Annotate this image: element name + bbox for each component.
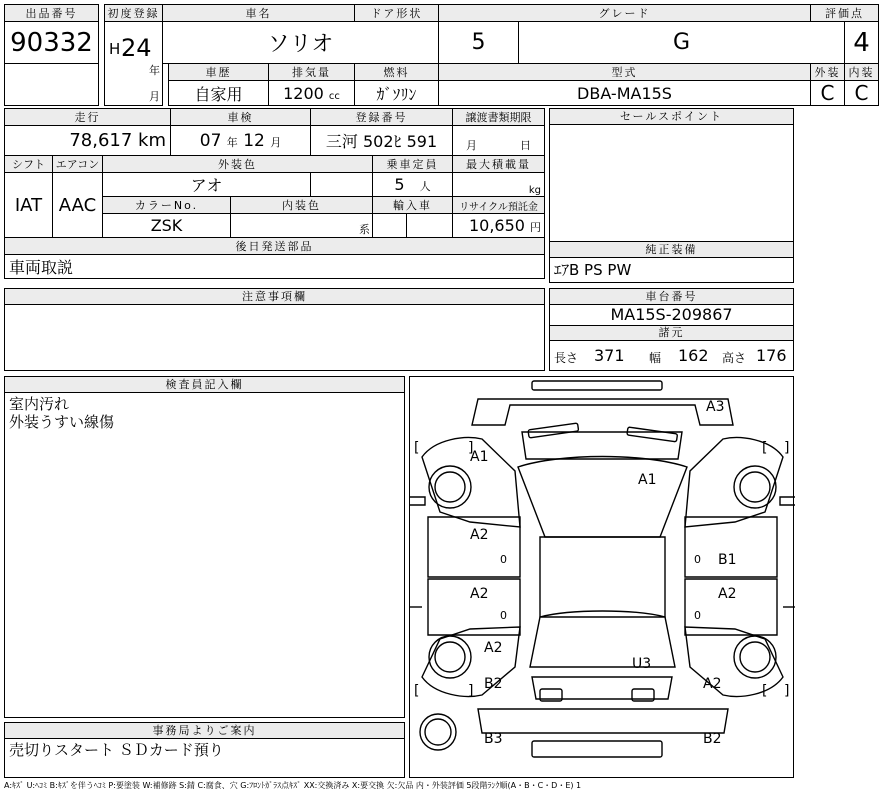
- inspector-label: 検査員記入欄: [5, 377, 404, 393]
- int-score: C: [845, 81, 879, 106]
- recycle-label: リサイクル預託金: [453, 197, 545, 214]
- caution-label: 注意事項欄: [5, 289, 544, 305]
- zero-mark-3: 0: [694, 553, 701, 566]
- bracket-right-1: ]: [468, 440, 474, 456]
- legend-footer: A:ｷｽﾞ U:ﾍｺﾐ B:ｷｽﾞを伴うﾍｺﾐ P:要塗装 W:補修跡 S:錆 C:腐食、穴 G:ﾌﾛﾝﾄｶﾞﾗｽ点ｷｽﾞ XX:交換済み X:要交換 欠:欠品 内・外装評価 5段階ﾗﾝｸ順(A・B・C・D・E) 1: [4, 781, 582, 790]
- mark-rear-left: B3: [484, 731, 503, 747]
- lot-number: 90332: [5, 22, 99, 64]
- mark-left-rear-quarter: B2: [484, 676, 503, 692]
- ext-label: 外装: [811, 64, 845, 81]
- mileage-unit: km: [138, 130, 166, 151]
- color-no: ZSK: [103, 214, 231, 238]
- height-label: 高さ: [722, 351, 747, 365]
- later-parts-label: 後日発送部品: [5, 238, 545, 255]
- capacity: 5: [394, 175, 405, 194]
- insp-year: 07: [199, 130, 222, 151]
- ext-score: C: [811, 81, 845, 106]
- width: 162: [678, 346, 709, 365]
- mark-right-rear-quarter: A2: [703, 676, 722, 692]
- transfer-label: 譲渡書類期限: [453, 109, 545, 126]
- office-note: 売切りスタート ＳＤカード預り: [9, 741, 224, 759]
- year-unit: 年: [149, 64, 160, 77]
- inspector-box: [4, 376, 405, 718]
- zero-mark-4: 0: [694, 609, 701, 622]
- mark-roof: A1: [638, 472, 657, 488]
- mark-rear-right: B2: [703, 731, 722, 747]
- reg-no: 三河 502ﾋ 591: [311, 126, 453, 156]
- model: DBA-MA15S: [439, 81, 811, 106]
- shift-label: シフト: [5, 156, 53, 173]
- mark-right-rear-door: A2: [718, 586, 737, 602]
- zero-mark-2: 0: [500, 609, 507, 622]
- chassis-box: [549, 288, 794, 371]
- bracket-left-4: [: [762, 683, 768, 699]
- displacement: 1200: [283, 83, 324, 103]
- capacity-cell: [373, 173, 453, 197]
- office-box: [4, 722, 405, 778]
- first-reg-label: 初度登録: [105, 5, 163, 22]
- car-diagram-svg: [410, 377, 795, 779]
- ac-label: エアコン: [53, 156, 103, 173]
- cc-unit: cc: [328, 90, 340, 102]
- displacement-label: 排気量: [269, 64, 355, 81]
- car-diagram: [409, 376, 794, 778]
- capacity-unit: 人: [419, 180, 431, 193]
- equipment-box: [549, 241, 794, 283]
- color-no-label: カラーNo.: [103, 197, 231, 214]
- int-color-label: 内装色: [231, 197, 373, 214]
- mark-left-front-door: A2: [470, 527, 489, 543]
- vehicle-table: [4, 108, 545, 279]
- transfer-day-unit: 日: [520, 139, 532, 152]
- history-label: 車歴: [169, 64, 269, 81]
- mark-left-rear-fender: A2: [484, 640, 503, 656]
- mark-right-front-door: B1: [718, 552, 737, 568]
- bracket-right-3: ]: [468, 683, 474, 699]
- inspection-cell: [171, 126, 311, 156]
- door-label: ドア形状: [355, 5, 439, 22]
- bracket-right-4: ]: [784, 683, 790, 699]
- first-reg-cell: [105, 22, 163, 106]
- bracket-left-2: [: [762, 440, 768, 456]
- sales-point-box: [549, 108, 794, 242]
- length: 371: [594, 346, 625, 365]
- car-name: ソリオ: [163, 22, 439, 64]
- spec-label: 諸元: [550, 326, 793, 341]
- grade: G: [519, 22, 845, 64]
- lot-label: 出品番号: [5, 5, 99, 22]
- mileage: 78,617: [69, 130, 133, 151]
- reg-no-label: 登録番号: [311, 109, 453, 126]
- height: 176: [756, 346, 787, 365]
- zero-mark-1: 0: [500, 553, 507, 566]
- import-label: 輸入車: [373, 197, 453, 214]
- transfer-cell: [453, 126, 545, 156]
- chassis-label: 車台番号: [550, 289, 793, 305]
- reg-year: 24: [121, 34, 152, 62]
- mark-front-bumper: A3: [706, 399, 725, 415]
- width-label: 幅: [649, 351, 662, 365]
- mark-back-door: U3: [632, 656, 652, 672]
- recycle-fee: 10,650: [468, 216, 525, 235]
- recycle-cell: [453, 214, 545, 238]
- insp-year-unit: 年: [226, 135, 238, 149]
- shift: IAT: [5, 173, 53, 238]
- inspection-label: 車検: [171, 109, 311, 126]
- fuel: ｶﾞｿﾘﾝ: [355, 81, 439, 106]
- grade-label: グレード: [439, 5, 811, 22]
- mark-left-front-fender: A1: [470, 449, 489, 465]
- capacity-label: 乗車定員: [373, 156, 453, 173]
- equipment-label: 純正装備: [550, 242, 793, 258]
- bracket-right-2: ]: [784, 440, 790, 456]
- max-load-label: 最大積載量: [453, 156, 545, 173]
- car-name-label: 車名: [163, 5, 355, 22]
- displacement-cell: [269, 81, 355, 106]
- bracket-left-3: [: [414, 683, 420, 699]
- ext-color-label: 外装色: [103, 156, 373, 173]
- later-parts: 車両取説: [5, 255, 545, 279]
- recycle-unit: 円: [530, 221, 542, 234]
- mark-left-rear-door: A2: [470, 586, 489, 602]
- air-conditioner: AAC: [53, 173, 103, 238]
- insp-month: 12: [243, 130, 265, 151]
- car-history: 自家用: [169, 81, 269, 106]
- transfer-month-unit: 月: [466, 139, 478, 152]
- model-label: 型式: [439, 64, 811, 81]
- caution-box: [4, 288, 545, 371]
- bracket-left-1: [: [414, 440, 420, 456]
- max-load-unit: kg: [453, 173, 545, 197]
- fuel-label: 燃料: [355, 64, 439, 81]
- office-label: 事務局よりご案内: [5, 723, 404, 739]
- score-label: 評価点: [811, 5, 879, 22]
- mileage-label: 走行: [5, 109, 171, 126]
- sales-point-label: セールスポイント: [550, 109, 793, 125]
- era: H: [109, 40, 121, 58]
- inspector-line-1: 室内汚れ: [9, 395, 70, 413]
- top-table: [4, 4, 879, 106]
- int-label: 内装: [845, 64, 879, 81]
- inspector-line-2: 外装うすい線傷: [9, 413, 115, 431]
- int-color-unit: 系: [231, 214, 373, 238]
- equipment: ｴｱB PS PW: [554, 261, 632, 279]
- month-unit: 月: [149, 90, 160, 103]
- ext-color: アオ: [103, 173, 311, 197]
- mileage-cell: [5, 126, 171, 156]
- chassis-number: MA15S-209867: [550, 305, 793, 326]
- length-label: 長さ: [554, 351, 579, 365]
- score: 4: [845, 22, 879, 64]
- insp-month-unit: 月: [270, 135, 282, 149]
- door-type: 5: [439, 22, 519, 64]
